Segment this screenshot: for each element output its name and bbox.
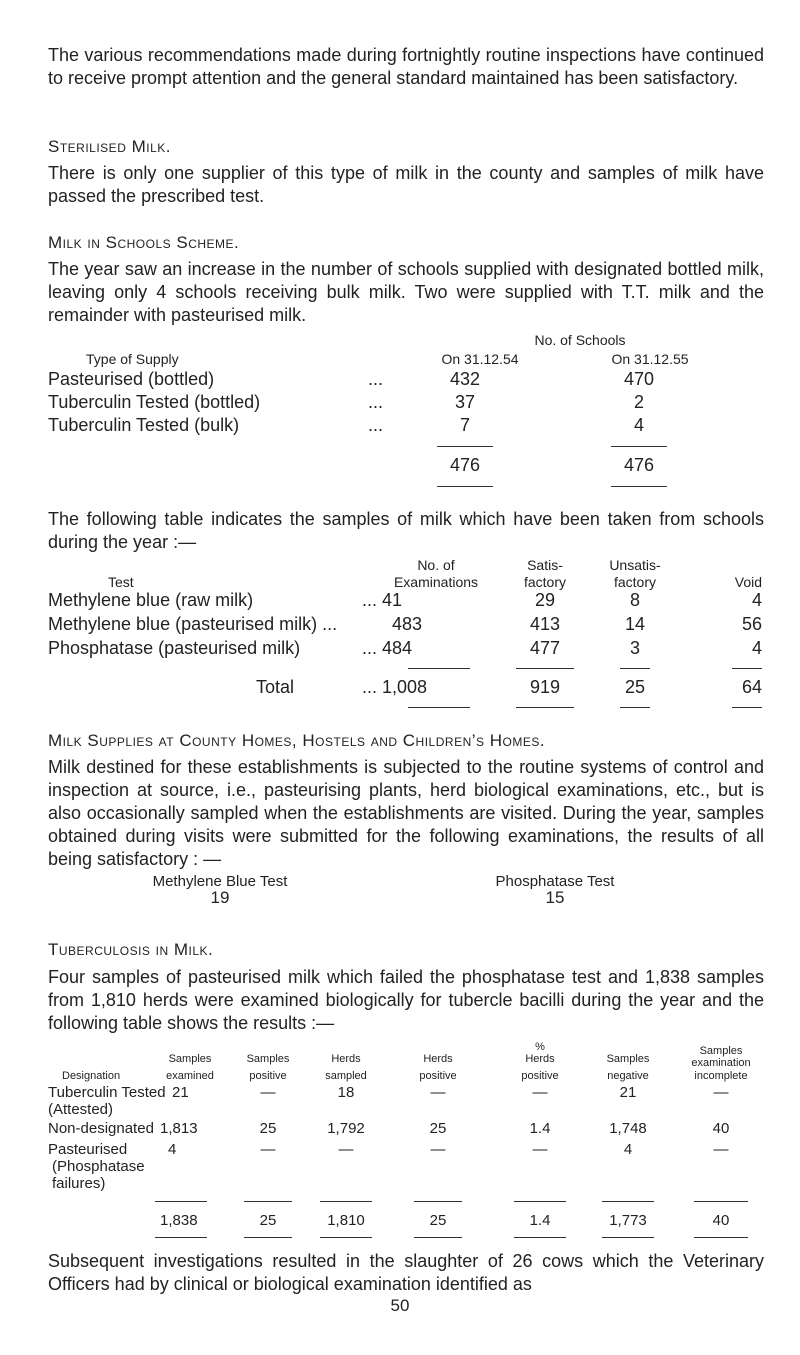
samples-examined: 21 [172, 1084, 189, 1101]
tuberculosis-paragraph: Four samples of pasteurised milk which failed the phosphatase test and 1,838 samples from 1,810 herds were examined biologically for tubercle bacilli during the year and the following table shows the results :— [48, 967, 764, 1033]
schools-col-type-header: Type of Supply [86, 351, 179, 367]
void-count: 4 [751, 590, 762, 610]
total-percent: 1.4 [529, 1212, 551, 1229]
unsat-count: 3 [629, 638, 640, 658]
divider [244, 1237, 292, 1238]
supply-type: Pasteurised (bottled) [48, 369, 215, 389]
schools-col-a-header: On 31.12.54 [441, 351, 519, 367]
milk-in-schools-paragraph: The year saw an increase in the number of schools supplied with designated bottled milk, leaving only 4 schools receiving bulk milk. Two were supplied with T.T. milk and the remainder with pasteurised milk. [48, 259, 764, 325]
divider [611, 446, 667, 447]
divider [620, 707, 650, 708]
test-name: Phosphatase (pasteurised milk) [48, 638, 301, 658]
herds-header-line1: Herds [331, 1053, 361, 1065]
samples-incomplete: — [713, 1141, 729, 1158]
exam-count: ... 41 [362, 590, 403, 610]
pct-header-line1: % [535, 1041, 545, 1053]
samples-positive: — [260, 1141, 276, 1158]
unsat-header-line1: Unsatis- [609, 557, 661, 573]
satis-count: 29 [534, 590, 556, 610]
examined-header-line1: Samples [168, 1053, 212, 1065]
leader-dots: ... [368, 392, 384, 412]
count-1955: 2 [633, 392, 644, 412]
total-positive: 25 [259, 1212, 277, 1229]
herds-positive: — [430, 1141, 446, 1158]
divider [516, 707, 574, 708]
total-unsat: 25 [624, 677, 646, 697]
test-header: Test [108, 574, 134, 590]
phosphatase-label: Phosphatase Test [495, 873, 615, 890]
samples-positive: — [260, 1084, 276, 1101]
divider [320, 1201, 372, 1202]
designation-line3: failures) [52, 1175, 106, 1192]
tuberculosis-heading: Tuberculosis in Milk. [48, 940, 214, 959]
percent-herds-positive: — [532, 1141, 548, 1158]
satis-count: 477 [529, 638, 561, 658]
pct-header-line2: Herds [525, 1053, 555, 1065]
exam-header-line1: No. of [417, 557, 455, 573]
divider [437, 486, 493, 487]
designation-line2: (Attested) [48, 1101, 114, 1118]
total-negative: 1,773 [609, 1212, 647, 1229]
divider [694, 1201, 748, 1202]
void-count: 4 [751, 638, 762, 658]
designation: Non-designated [48, 1120, 154, 1137]
divider [414, 1237, 462, 1238]
divider [155, 1237, 207, 1238]
supply-type: Tuberculin Tested (bottled) [48, 392, 261, 412]
percent-herds-positive: — [532, 1084, 548, 1101]
count-1954: 37 [454, 392, 476, 412]
total-herds-positive: 25 [429, 1212, 447, 1229]
unsat-header-line2: factory [613, 574, 656, 590]
negative-header-line1: Samples [606, 1053, 650, 1065]
divider [611, 486, 667, 487]
closing-paragraph: Subsequent investigations resulted in the slaughter of 26 cows which the Veterinary Officers had by clinical or biological examination identified as [48, 1251, 764, 1294]
count-1954: 432 [449, 369, 481, 389]
methylene-blue-label: Methylene Blue Test [152, 873, 288, 890]
schools-group-header: No. of Schools [534, 332, 626, 348]
exam-count: 483 [392, 614, 423, 634]
leader-dots: ... [368, 415, 384, 435]
divider [732, 707, 762, 708]
samples-paragraph: The following table indicates the samples of milk which have been taken from schools during the year :— [48, 509, 764, 552]
samples-examined: 4 [168, 1141, 177, 1158]
total-1955: 476 [623, 455, 655, 475]
exam-count: ... 484 [362, 638, 413, 658]
total-satis: 919 [529, 677, 561, 697]
county-homes-paragraph: Milk destined for these establishments is subjected to the routine systems of control and inspection at source, i.e., pasteurising plants, herd biological examinations, etc., but is also occasionally sampled when the establishments are visited. During the year, samples obtained during visits were submitted for the following examinations, the results of all being satisfactory : — [48, 757, 764, 869]
incomplete-header-line3: incomplete [694, 1070, 748, 1082]
county-homes-heading: Milk Supplies at County Homes, Hostels and Children’s Homes. [48, 731, 546, 750]
total-void: 64 [741, 677, 762, 697]
designation: Pasteurised [48, 1141, 128, 1158]
page-number: 50 [390, 1296, 410, 1315]
divider [732, 668, 762, 669]
divider [602, 1201, 654, 1202]
count-1955: 470 [623, 369, 655, 389]
samples-incomplete: — [713, 1084, 729, 1101]
divider [408, 668, 470, 669]
supply-type: Tuberculin Tested (bulk) [48, 415, 240, 435]
herds-sampled: 1,792 [327, 1120, 365, 1137]
divider [694, 1237, 748, 1238]
examined-header-line2: examined [166, 1070, 214, 1082]
divider [514, 1237, 566, 1238]
intro-paragraph: The various recommendations made during fortnightly routine inspections have continued to receive prompt attention and the general standard maintained has been satisfactory. [48, 45, 764, 88]
total-exam: ... 1,008 [362, 677, 428, 697]
samples-negative: 21 [619, 1084, 637, 1101]
sterilised-milk-heading: Sterilised Milk. [48, 137, 171, 156]
herds-header-line2: sampled [325, 1070, 367, 1082]
designation: Tuberculin Tested [48, 1084, 166, 1101]
samples-positive: 25 [259, 1120, 277, 1137]
total-label: Total [256, 677, 295, 697]
unsat-count: 8 [629, 590, 640, 610]
pct-header-line3: positive [521, 1070, 559, 1082]
total-examined: 1,838 [160, 1212, 198, 1229]
divider [516, 668, 574, 669]
test-name: Methylene blue (pasteurised milk) ... [48, 614, 338, 634]
samples-examined: 1,813 [160, 1120, 198, 1137]
divider [244, 1201, 292, 1202]
methylene-blue-value: 19 [210, 888, 230, 907]
herdspos-header-line1: Herds [423, 1053, 453, 1065]
divider [408, 707, 470, 708]
milk-in-schools-heading: Milk in Schools Scheme. [48, 233, 240, 252]
samples-incomplete: 40 [712, 1120, 730, 1137]
divider [620, 668, 650, 669]
total-herds: 1,810 [327, 1212, 365, 1229]
positive-header-line1: Samples [246, 1053, 290, 1065]
percent-herds-positive: 1.4 [529, 1120, 551, 1137]
exam-header-line2: Examinations [393, 574, 479, 590]
test-name: Methylene blue (raw milk) [48, 590, 254, 610]
samples-negative: 1,748 [609, 1120, 647, 1137]
herds-sampled: 18 [337, 1084, 355, 1101]
phosphatase-value: 15 [545, 888, 565, 907]
herds-positive: — [430, 1084, 446, 1101]
divider [320, 1237, 372, 1238]
divider [414, 1201, 462, 1202]
satis-header-line1: Satis- [527, 557, 563, 573]
count-1954: 7 [459, 415, 470, 435]
herdspos-header-line2: positive [419, 1070, 457, 1082]
herds-sampled: — [338, 1141, 354, 1158]
divider [602, 1237, 654, 1238]
satis-count: 413 [529, 614, 561, 634]
sterilised-milk-paragraph: There is only one supplier of this type of milk in the county and samples of milk have passed the prescribed test. [48, 163, 764, 206]
divider [155, 1201, 207, 1202]
count-1955: 4 [633, 415, 644, 435]
herds-positive: 25 [429, 1120, 447, 1137]
leader-dots: ... [368, 369, 384, 389]
unsat-count: 14 [624, 614, 646, 634]
incomplete-header-line2: examination [691, 1057, 751, 1069]
divider [514, 1201, 566, 1202]
negative-header-line2: negative [607, 1070, 649, 1082]
designation-header: Designation [62, 1070, 121, 1082]
designation-line2: (Phosphatase [52, 1158, 145, 1175]
samples-negative: 4 [623, 1141, 633, 1158]
incomplete-header-line1: Samples [699, 1045, 743, 1057]
void-count: 56 [741, 614, 762, 634]
satis-header-line2: factory [523, 574, 566, 590]
total-1954: 476 [449, 455, 481, 475]
total-incomplete: 40 [712, 1212, 730, 1229]
schools-col-b-header: On 31.12.55 [611, 351, 689, 367]
positive-header-line2: positive [249, 1070, 287, 1082]
divider [437, 446, 493, 447]
void-header: Void [734, 574, 762, 590]
